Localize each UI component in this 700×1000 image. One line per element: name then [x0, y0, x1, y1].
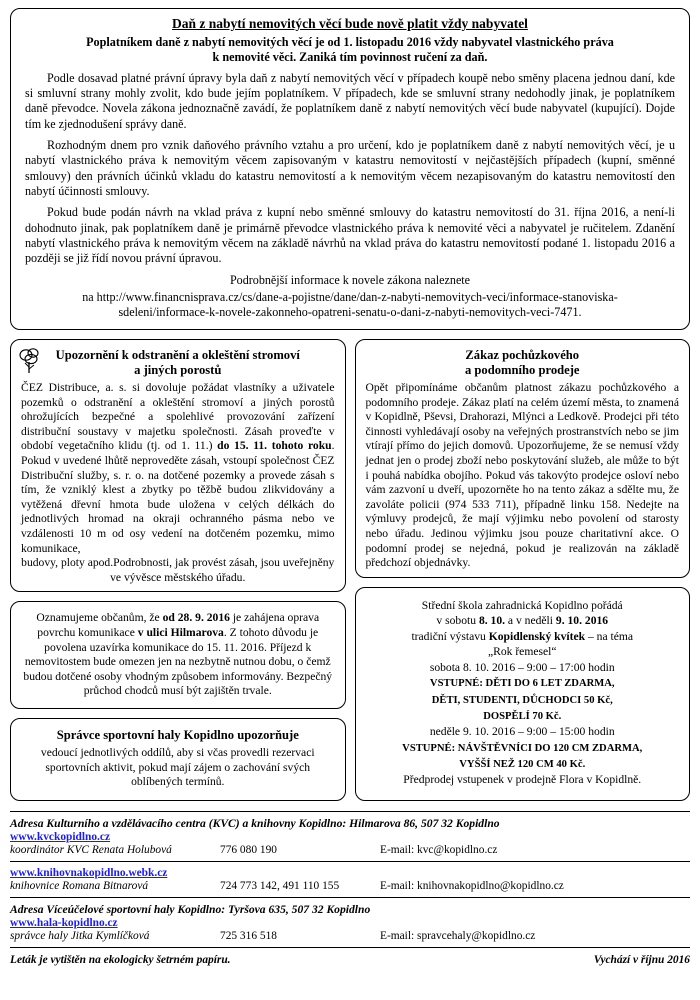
tree-trimming-title-line1: Upozornění k odstranění a okleštění stromoví: [55, 347, 300, 362]
tree-trimming-deadline: do 15. 11. tohoto roku: [217, 439, 332, 453]
tree-trimming-body: [21, 381, 335, 556]
footer-contacts: [10, 811, 690, 966]
sales-ban-title-line1: Zákaz pochůzkového: [465, 347, 580, 362]
tree-icon: [19, 348, 41, 374]
footer-bottom-row: [10, 954, 690, 966]
tax-notice-paragraph-2: Rozhodným dnem pro vznik daňového právního vztahu a pro určení, kdo je poplatníkem daně z nabytí nemovitých věcí, je u nabytí vlastnického práva k nemovitým věcem zapisovaným v katastru nemovitostí v nejčastějších případech (kupní, směnné smlouvy) den právních účinků vkladu do katastru nemovitostí a k nemovitým věcem nezapisovaným do katastru nemovitostí den nabytí účinnosti smlouvy.: [25, 137, 675, 198]
sports-hall-body: vedoucí jednotlivých oddílů, aby si včas provedli rezervaci sportovních aktivit, pokud mají zájem o zachování svých oblíbených termínů.: [40, 746, 315, 789]
library-person: knihovnice Romana Bitnarová: [10, 879, 149, 892]
exhibition-line3-pre: tradiční výstavu: [411, 629, 489, 643]
tree-trimming-body-part2: . Pokud v uvedené lhůtě neproveděte zásah, vstoupí společnost ČEZ Distribuční služby, s. r. o. na dotčené pozemky a provede zásah s tím, že vzniklý klest a zbytky po těžbě budou zlikvidovány a vytěžená dřevní hmota bude uložena v celých délkách do jednotlivých hromad na okraji ochranného pásma nebo ve vzdálenosti 10 m od osy vedení na dotčeném pozemku, mimo komunikace,: [21, 439, 335, 555]
footer-divider-top: [10, 811, 690, 812]
tree-trimming-box: [10, 339, 346, 593]
sales-ban-title-line2: a podomního prodeje: [464, 362, 580, 377]
tax-notice-paragraph-1: Podle dosavad platné právní úpravy byla daň z nabytí nemovitých věcí v případech koupě nebo směny placena jednou daní, kde si smluvní strany mohly zvolit, kdo bude jejím poplatníkem. V případech, kde se smluvní strany nedohodly jinak, je poplatníkem daně převodce. Novela zákona jednoznačně zavádí, že poplatníkem daně z nabytí nemovitých věcí bude nabyvatel (kupující). Dojde tím ke zjednodušení správy daně.: [25, 70, 675, 131]
footer-divider-mid: [10, 861, 690, 862]
exhibition-line3-post: – na téma: [585, 629, 634, 643]
hall-contact-row: [10, 930, 690, 942]
tree-trimming-title-line2: a jiných porostů: [134, 362, 222, 377]
tree-trimming-body-part1: ČEZ Distribuce, a. s. si dovoluje požádat vlastníky a uživatele pozemků o odstranění a okleštění stromoví a jiných porostů ohrožujících bezpečné a spolehlivé provozování zařízení distribuční soustavy v majetku společnosti. Zásah proveďte v období vegetačního klidu (tj. od 1. 11.): [21, 381, 335, 453]
road-repair-box: [10, 601, 346, 709]
kvc-phone: 776 080 190: [220, 843, 277, 856]
hall-email[interactable]: E-mail: spravcehaly@kopidlno.cz: [380, 929, 536, 942]
hall-website-link[interactable]: www.hala-kopidlno.cz: [10, 916, 118, 929]
hall-address: Adresa Víceúčelové sportovní haly Kopidlno: Tyršova 635, 507 32 Kopidlno: [10, 902, 371, 916]
footer-divider-final: [10, 947, 690, 948]
library-contact-row: [10, 880, 690, 892]
road-repair-body: [21, 611, 335, 699]
tax-notice-more-info: Podrobnější informace k novele zákona naleznete: [229, 272, 471, 287]
sales-ban-title: [366, 348, 680, 378]
tax-notice-lead-line2: k nemovité věci. Zaniká tím povinnost ručení za daň.: [212, 50, 488, 65]
exhibition-box: [355, 587, 691, 801]
sports-hall-box: [10, 718, 346, 801]
exhibition-body: [366, 598, 680, 788]
road-repair-part1: Oznamujeme občanům, že: [36, 611, 163, 625]
sports-hall-title: Správce sportovní haly Kopidlno upozorňuje: [56, 727, 299, 742]
exhibition-price-line4: VSTUPNÉ: NÁVŠTĚVNÍCI DO 120 CM ZDARMA,: [402, 742, 643, 754]
right-column: [355, 339, 691, 801]
tax-notice-box: [10, 8, 690, 330]
exhibition-price-line1: VSTUPNÉ: DĚTI DO 6 LET ZDARMA,: [429, 678, 615, 690]
road-repair-part2: je zahájena oprava povrchu komunikace: [37, 611, 320, 639]
exhibition-price-line2: DĚTI, STUDENTI, DŮCHODCI 50 Kč,: [431, 694, 613, 706]
exhibition-price-line5: VYŠŠÍ NEŽ 120 CM 40 Kč.: [459, 758, 586, 770]
footer-divider-bottom: [10, 897, 690, 898]
tax-notice-lead: [25, 35, 675, 66]
exhibition-theme: „Rok řemesel“: [487, 645, 557, 659]
tax-notice-link-line2: sdeleni/informace-k-novele-zakonneho-opatreni-senatu-o-dani-z-nabyti-nemovitych-veci-7471.: [118, 304, 582, 319]
road-repair-street: v ulici Hilmarova: [137, 625, 224, 639]
kvc-email[interactable]: E-mail: kvc@kopidlno.cz: [380, 843, 498, 856]
road-repair-date: od 28. 9. 2016: [162, 611, 230, 625]
kvc-person: koordinátor KVC Renata Holubová: [10, 843, 172, 856]
print-note: Leták je vytištěn na ekologicky šetrném papíru.: [10, 953, 231, 966]
middle-columns: [10, 339, 690, 801]
tree-trimming-title: [21, 348, 335, 378]
exhibition-sat-hours: sobota 8. 10. 2016 – 9:00 – 17:00 hodin: [429, 660, 615, 674]
exhibition-sun-hours: neděle 9. 10. 2016 – 9:00 – 15:00 hodin: [429, 725, 615, 738]
issue-note: Vychází v říjnu 2016: [593, 953, 690, 966]
hall-phone: 725 316 518: [220, 929, 277, 942]
exhibition-date-sat: 8. 10.: [478, 614, 506, 628]
tree-trimming-body-end: budovy, ploty apod.Podrobnosti, jak provést zásah, jsou uveřejněny ve vývěsce městského úřadu.: [21, 556, 335, 584]
tax-notice-paragraph-3: Pokud bude podán návrh na vklad práva z kupní nebo směnné smlouvy do katastru nemovitostí do 31. října 2016, a není-li dohodnuto jinak, pak poplatníkem daně je primárně převodce vlastnického práva k nemovité věci a nabyvatel je ručitelem. Zdanění nabytí vlastnického práva k nemovitým věcem na základě návrhů na vklad práva do katastru nemovitostí podané 1. listopadu 2016 a později se již řídí novou právní úpravou.: [25, 205, 675, 266]
exhibition-line1: Střední škola zahradnická Kopidlno pořádá: [421, 598, 623, 612]
sales-ban-box: [355, 339, 691, 578]
library-email[interactable]: E-mail: knihovnakopidlno@kopidlno.cz: [380, 879, 564, 892]
library-website-link[interactable]: www.knihovnakopidlno.webk.cz: [10, 866, 168, 879]
tax-notice-link-line1: na http://www.financnisprava.cz/cs/dane-a-pojistne/dane/dan-z-nabyti-nemovitych-veci/informace-stanoviska-: [82, 289, 618, 304]
exhibition-line2-mid: a v neděli: [505, 614, 556, 628]
kvc-address: Adresa Kulturního a vzdělávacího centra (KVC) a knihovny Kopidlno: Hilmarova 86, 507 32 Kopidlno: [10, 816, 500, 830]
kvc-contact-row: [10, 844, 690, 856]
left-column: [10, 339, 346, 801]
tax-notice-title: Daň z nabytí nemovitých věcí bude nově platit vždy nabyvatel: [172, 16, 528, 31]
exhibition-price-line3: DOSPĚLÍ 70 Kč.: [483, 710, 562, 722]
road-repair-part3: . Z tohoto důvodu je povolena uzavírka komunikace do 15. 11. 2016. Příjezd k nemovitostem bude omezen jen na nezbytně nutnou dobu, o čemž budou dotčené osoby vhodným způsobem informovány. Bezpečný průchod chodců musí být zajištěn trvale.: [23, 625, 333, 698]
exhibition-date-sun: 9. 10. 2016: [555, 614, 609, 628]
exhibition-name: Kopidlenský kvítek: [488, 629, 586, 643]
exhibition-line2-pre: v sobotu: [436, 614, 479, 628]
hall-person: správce haly Jitka Kymlíčková: [10, 929, 150, 942]
tax-notice-lead-line1: Poplatníkem daně z nabytí nemovitých věcí je od 1. listopadu 2016 vždy nabyvatel vlastnického práva: [86, 35, 614, 49]
exhibition-presale: Předprodej vstupenek v prodejně Flora v Kopidlně.: [403, 772, 642, 786]
sales-ban-body: Opět připomínáme občanům platnost zákazu pochůzkového a podomního prodeje. Zákaz platí na celém území města, to znamená v Kopidlně, Pševsi, Drahorazi, Mlýnci a Ledkově. Prodejci při této činnosti vyhledávají osoby na veřejných prostranstvích nebo se jim vtírají přímo do jejich domovů. Upozorňujeme, že se nemusí vždy jednat jen o prodej zboží nebo poskytování služeb, ale může to být i pouhá nabídka obojího. Pokud vás takovýto prodejce osloví nebo vám zazvoní u dveří, upozorněte ho na tento zákaz a sdělte mu, že zavoláte policii (974 533 711), případně linku 158. Nedejte na výmluvy prodejců, že mají výjimku nebo povolení od starosty nebo úřadu. Jedinou výjimku jsou pouze charitativní akce. O podomní prodej se nejedná, pokud je realizován na základě předchozí objednávky.: [365, 381, 679, 570]
kvc-website-link[interactable]: www.kvckopidlno.cz: [10, 830, 111, 843]
tax-notice-link[interactable]: [25, 290, 675, 320]
library-phone: 724 773 142, 491 110 155: [220, 879, 340, 892]
